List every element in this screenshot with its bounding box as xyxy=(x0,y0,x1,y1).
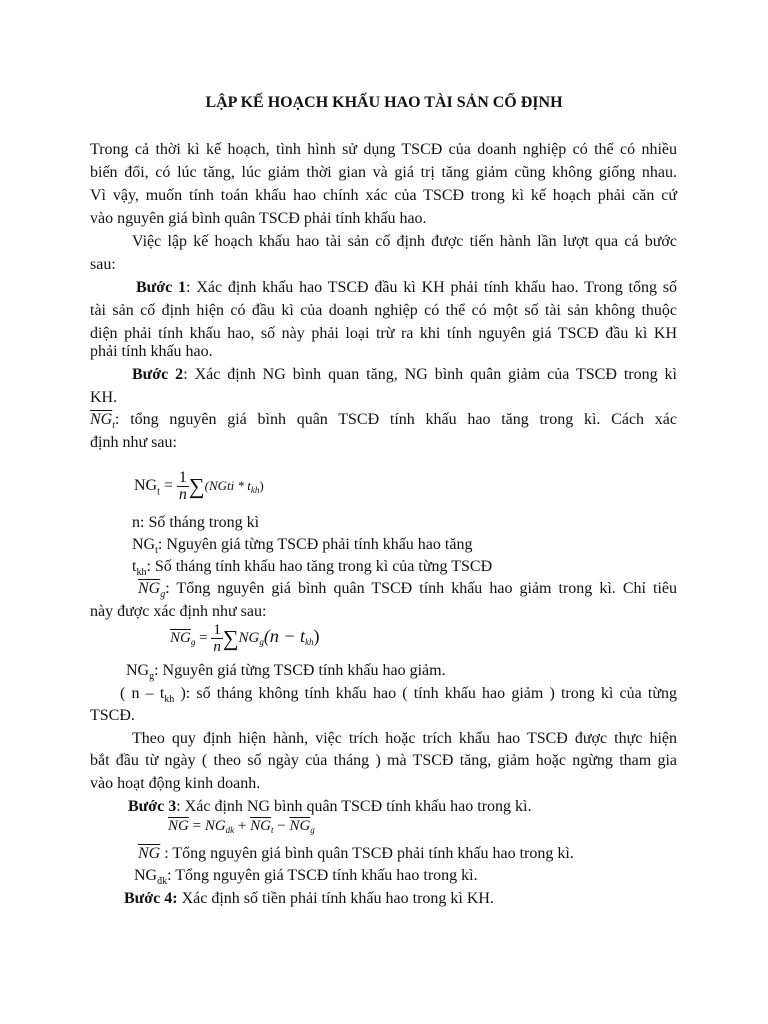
sum-icon: ∑ xyxy=(188,473,205,499)
formula-ngg-lhs: $\overline{NG}$ xyxy=(170,629,191,646)
sum-icon: ∑ xyxy=(222,625,239,651)
formula-ngg-paren: (n − t xyxy=(263,625,305,646)
formula-ng-t2: $\overline{NG}$ xyxy=(250,818,271,834)
document-title: LẬP KẾ HOẠCH KHẤU HAO TÀI SẢN CỐ ĐỊNH xyxy=(205,94,563,111)
formula-ngt-lhs-sub: t xyxy=(157,486,160,498)
formula-ngg-body: NG xyxy=(238,629,260,646)
def-ngt-sub: t xyxy=(155,545,158,557)
formula-ng-plus: + xyxy=(237,818,247,834)
formula-ng-t3-sub: g xyxy=(310,825,315,835)
formula-ng-t1: NG xyxy=(204,818,226,834)
para3-line-1: Theo quy định hiện hành, việc trích hoặc trích khấu hao TSCĐ được thực hiện xyxy=(132,730,677,747)
formula-ngt-num: 1 xyxy=(178,469,187,486)
def-ngdk-sym: NG xyxy=(134,867,158,884)
ngg-symbol-sub: g xyxy=(160,589,166,601)
formula-ngt-body-sub: kh xyxy=(250,485,260,496)
ngg-line-1 xyxy=(138,580,677,604)
step2-label: Bước 2 xyxy=(132,366,184,383)
formula-ng-minus: − xyxy=(277,818,286,834)
formula-ngt-close: ) xyxy=(259,478,264,494)
def-ngdk-sub: đk xyxy=(157,876,168,888)
formula-ng-eq: = xyxy=(192,818,202,834)
ngt-text: : tổng nguyên giá bình quân TSCĐ tính khấu hao tăng trong kì. Cách xác xyxy=(115,411,677,428)
def-ngt-text: : Nguyên giá từng TSCĐ phải tính khấu hao tăng xyxy=(157,536,473,553)
step1-line-3: diện phải tính khấu hao, số này phải loại trừ ra khi tính nguyên giá TSCĐ đầu kì KH xyxy=(90,325,677,342)
step3-line xyxy=(128,798,531,816)
formula-ngg: $\overline{NG}_g$ = $\frac{1}{n}$ $\sum NG_g(n - t_{kh})$ xyxy=(170,622,320,655)
formula-ngt-den: n xyxy=(178,486,187,503)
step2-text: : Xác định NG bình quan tăng, NG bình quân giảm của TSCĐ trong kì xyxy=(183,366,678,383)
intro-line-3: Vì vậy, muốn tính toán khấu hao chính xác của TSCĐ trong kì kế hoạch phải căn cứ xyxy=(90,187,677,204)
ngg-symbol: $\overline{NG}$ xyxy=(138,580,161,597)
formula-ngg-lhs-sub: g xyxy=(190,636,196,647)
def-ngg-sub: g xyxy=(149,671,155,683)
def-ngdk-text: : Tổng nguyên giá TSCĐ tính khấu hao trong kì. xyxy=(167,867,478,884)
formula-ngt-body: (NGti * t xyxy=(204,478,251,494)
ngt-symbol: $\overline{NG}$ xyxy=(90,411,113,428)
def-ngg-sym: NG xyxy=(126,662,150,679)
def-ngg xyxy=(126,662,446,686)
def-ng xyxy=(138,845,574,863)
def-ngdk xyxy=(134,867,478,891)
step4-text: Xác định số tiền phải tính khấu hao trong kì KH. xyxy=(177,890,494,907)
ngt-line-1 xyxy=(90,411,677,435)
step1-line-2: tài sản cố định hiện có đầu kì của doanh nghiệp có thể có một số tài sản không thuộc xyxy=(90,302,677,319)
formula-ngg-num: 1 xyxy=(213,622,221,638)
intro-line-2: biến đổi, có lúc tăng, lúc giảm thời gian và giá trị tăng giảm cũng không giống nhau. xyxy=(90,164,677,181)
def-ng-sym: $\overline{NG}$ xyxy=(138,845,161,862)
formula-ng-lhs: $\overline{NG}$ xyxy=(168,818,189,834)
ngt-line-2: định như sau: xyxy=(90,434,177,451)
intro-line-4: vào nguyên giá bình quân TSCĐ phải tính khấu hao. xyxy=(90,210,427,227)
formula-ngt-lhs: NG xyxy=(134,477,158,495)
para2-line-2: sau: xyxy=(90,256,116,273)
step3-text: : Xác định NG bình quân TSCĐ tính khấu hao trong kì. xyxy=(176,798,532,815)
def-tkh xyxy=(132,558,492,582)
step2-line-1 xyxy=(132,366,677,384)
def-ngg-text: : Nguyên giá từng TSCĐ tính khấu hao giảm. xyxy=(154,662,446,679)
formula-ngg-paren-sub: kh xyxy=(305,636,314,647)
formula-ngg-body-sub: g xyxy=(259,636,264,647)
ngt-symbol-sub: t xyxy=(112,420,116,432)
step3-label: Bước 3 xyxy=(128,798,177,815)
def-nt-pre: ( n – t xyxy=(120,685,165,702)
step4-line xyxy=(124,890,494,908)
step2-line-2: KH. xyxy=(90,389,118,406)
def-nt-sub: kh xyxy=(164,694,175,706)
step1-text: : Xác định khấu hao TSCĐ đầu kì KH phải tính khấu hao. Trong tổng số xyxy=(186,279,678,296)
formula-ng-t3: $\overline{NG}$ xyxy=(289,818,311,834)
formula-ngt: $NG_t$ = $\frac{1}{n}$ ∑(NGti * tkh) xyxy=(134,469,264,503)
step1-label: Bước 1 xyxy=(136,279,187,296)
step1-line-4: phải tính khấu hao. xyxy=(90,343,213,360)
def-nt-text: ): số tháng không tính khấu hao ( tính khấu hao giảm ) trong kì của từng xyxy=(174,685,678,702)
def-nt-line-2: TSCĐ. xyxy=(90,707,135,724)
step1-line-1 xyxy=(136,279,677,297)
para3-line-3: vào hoạt động kinh doanh. xyxy=(90,775,261,792)
formula-ngt-fraction xyxy=(177,470,189,503)
def-tkh-sub: kh xyxy=(136,567,147,579)
def-ng-text: : Tổng nguyên giá bình quân TSCĐ phải tính khấu hao trong kì. xyxy=(160,845,574,862)
para2-line-1: Việc lập kế hoạch khấu hao tài sản cố định được tiến hành lần lượt qua cá bước xyxy=(132,233,677,250)
def-nt-line-1 xyxy=(120,685,677,709)
def-ngt xyxy=(132,536,472,560)
def-n: n: Số tháng trong kì xyxy=(132,514,260,531)
step4-label: Bước 4: xyxy=(124,890,178,907)
formula-ng-t1-sub: dk xyxy=(225,825,235,835)
def-tkh-text: : Số tháng tính khấu hao tăng trong kì của từng TSCĐ xyxy=(146,558,493,575)
formula-ngg-close: ) xyxy=(313,625,320,646)
formula-ngg-den: n xyxy=(213,639,221,655)
formula-ng-t2-sub: t xyxy=(270,825,274,835)
para3-line-2: bắt đầu từ ngày ( theo số ngày của tháng ) mà TSCĐ tăng, giảm hoặc ngừng tham gia xyxy=(90,752,677,769)
formula-ngg-fraction xyxy=(211,622,223,655)
ngg-text: : Tổng nguyên giá bình quân TSCĐ tính khấu hao giảm trong kì. Chỉ tiêu xyxy=(165,580,677,597)
intro-line-1: Trong cả thời kì kế hoạch, tình hình sử dụng TSCĐ của doanh nghiệp có thể có nhiều xyxy=(90,141,677,158)
def-tkh-sym: t xyxy=(132,558,137,575)
ngg-line-2: này được xác định như sau: xyxy=(90,603,267,620)
formula-ng xyxy=(168,818,315,835)
def-ngt-sym: NG xyxy=(132,536,156,553)
